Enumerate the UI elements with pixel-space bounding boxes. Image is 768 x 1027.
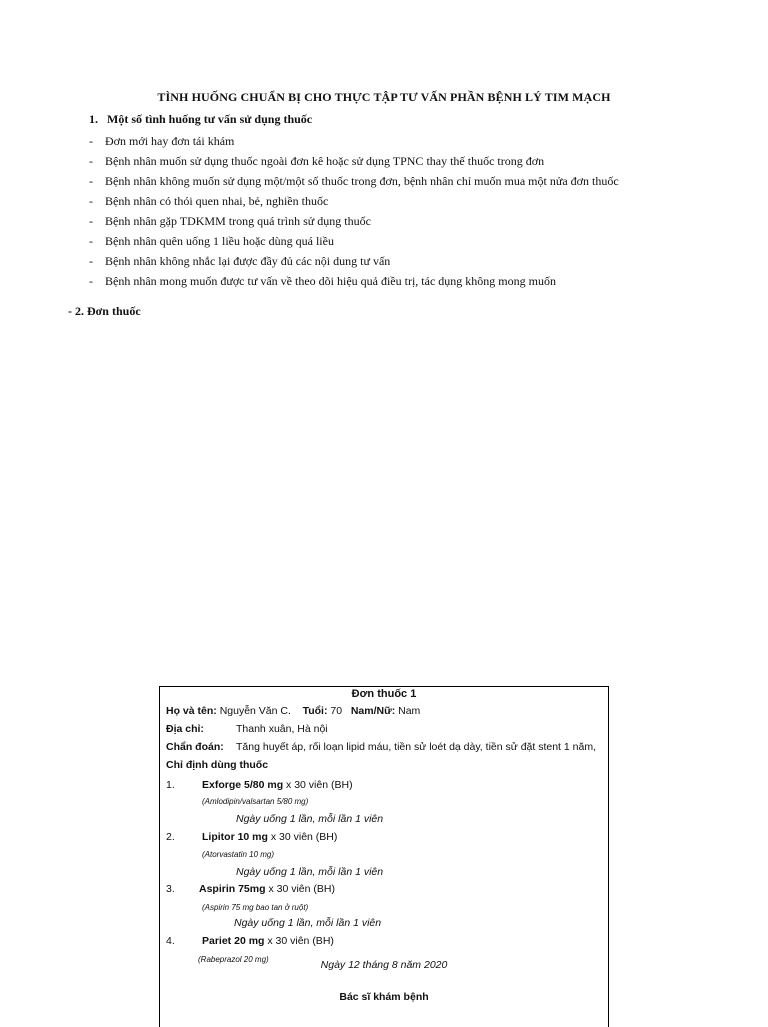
drug-item	[202, 831, 337, 843]
drug-generic: (Amlodipin/valsartan 5/80 mg)	[202, 797, 309, 806]
list-item-text: Bệnh nhân mong muốn được tư vấn về theo dõi hiệu quả điều trị, tác dụng không mong muốn	[105, 274, 556, 288]
list-item: - Đơn mới hay đơn tái khám	[89, 134, 235, 148]
address-row	[166, 723, 328, 735]
patient-name: Nguyễn Văn C.	[219, 705, 291, 717]
drug-quantity: x 30 viên (BH)	[264, 935, 334, 947]
list-item-text: Đơn mới hay đơn tái khám	[105, 134, 235, 148]
patient-sex: Nam	[398, 705, 421, 717]
situation-list	[89, 134, 619, 294]
drug-name: Aspirin 75mg	[199, 883, 266, 895]
section-1-heading	[89, 112, 312, 127]
address-label: Địa chỉ:	[166, 723, 204, 735]
drug-name: Exforge 5/80 mg	[202, 779, 284, 791]
drug-dosage: Ngày uống 1 lần, mỗi lần 1 viên	[234, 917, 382, 929]
diagnosis-label: Chẩn đoán:	[166, 741, 224, 753]
drug-generic: (Rabeprazol 20 mg)	[198, 955, 269, 964]
list-item-text: Bệnh nhân không nhắc lại được đầy đủ các nội dung tư vấn	[105, 254, 391, 268]
drug-name: Pariet 20 mg	[202, 935, 265, 947]
list-item-text: Bệnh nhân không muốn sử dụng một/một số thuốc trong đơn, bệnh nhân chỉ muốn mua một nửa đơn thuốc	[105, 174, 619, 188]
prescription-box	[159, 686, 609, 1027]
diagnosis-row	[166, 741, 596, 753]
drug-generic: (Aspirin 75 mg bao tan ở ruột)	[202, 903, 309, 912]
drug-number: 4.	[166, 935, 175, 947]
name-label: Họ và tên:	[166, 705, 217, 717]
prescription-title: Đơn thuốc 1	[351, 688, 417, 700]
section-title: Một số tình huống tư vấn sử dụng thuốc	[107, 112, 313, 126]
drug-name: Lipitor 10 mg	[202, 831, 268, 843]
page-title: TÌNH HUỐNG CHUẨN BỊ CHO THỰC TẬP TƯ VẤN PHẦN BỆNH LÝ TIM MẠCH	[157, 90, 611, 104]
list-item-text: Bệnh nhân gặp TDKMM trong quá trình sử dụng thuốc	[105, 214, 371, 228]
indication-label: Chỉ định dùng thuốc	[166, 759, 269, 771]
section-number: 1.	[89, 112, 98, 126]
drug-number: 3.	[166, 883, 175, 895]
drug-generic: (Atorvastatin 10 mg)	[202, 850, 275, 859]
patient-age: 70	[330, 705, 343, 717]
diagnosis-value: Tăng huyết áp, rối loạn lipid máu, tiền sử loét dạ dày, tiền sử đặt stent 1 năm,	[236, 741, 596, 753]
list-item: - Bệnh nhân không nhắc lại được đầy đủ các nội dung tư vấn	[89, 254, 391, 268]
list-item-text: Bệnh nhân muốn sử dụng thuốc ngoài đơn kê hoặc sử dụng TPNC thay thế thuốc trong đơn	[105, 154, 545, 168]
drug-quantity: x 30 viên (BH)	[283, 779, 353, 791]
drug-item	[202, 935, 334, 947]
list-item-text: Bệnh nhân có thói quen nhai, bẻ, nghiền thuốc	[105, 194, 329, 208]
list-item: - Bệnh nhân không muốn sử dụng một/một số thuốc trong đơn, bệnh nhân chỉ muốn mua một nửa đơn thuốc	[89, 174, 619, 188]
age-label: Tuổi:	[302, 705, 328, 717]
drug-number: 2.	[166, 831, 175, 843]
drug-item	[202, 779, 353, 791]
patient-info-row	[166, 705, 420, 717]
list-item: - Bệnh nhân quên uống 1 liều hoặc dùng quá liều	[89, 234, 334, 248]
drug-item	[199, 883, 335, 895]
list-item: - Bệnh nhân mong muốn được tư vấn về theo dõi hiệu quả điều trị, tác dụng không mong muốn	[89, 274, 556, 288]
list-item-text: Bệnh nhân quên uống 1 liều hoặc dùng quá liều	[105, 234, 334, 248]
drug-dosage: Ngày uống 1 lần, mỗi lần 1 viên	[236, 813, 384, 825]
drug-quantity: x 30 viên (BH)	[267, 831, 338, 843]
list-item: - Bệnh nhân có thói quen nhai, bẻ, nghiền thuốc	[89, 194, 329, 208]
list-item: - Bệnh nhân muốn sử dụng thuốc ngoài đơn kê hoặc sử dụng TPNC thay thế thuốc trong đơn	[89, 154, 545, 168]
prescription-date: Ngày 12 tháng 8 năm 2020	[320, 959, 448, 971]
drug-number: 1.	[166, 779, 175, 791]
drug-quantity: x 30 viên (BH)	[265, 883, 335, 895]
address-value: Thanh xuân, Hà nội	[236, 723, 328, 735]
section-2-heading: - 2. Đơn thuốc	[68, 304, 141, 318]
doctor-signature-label: Bác sĩ khám bệnh	[339, 991, 429, 1003]
sex-label: Nam/Nữ:	[350, 705, 396, 717]
drug-dosage: Ngày uống 1 lần, mỗi lần 1 viên	[236, 866, 384, 878]
list-item: - Bệnh nhân gặp TDKMM trong quá trình sử dụng thuốc	[89, 214, 371, 228]
